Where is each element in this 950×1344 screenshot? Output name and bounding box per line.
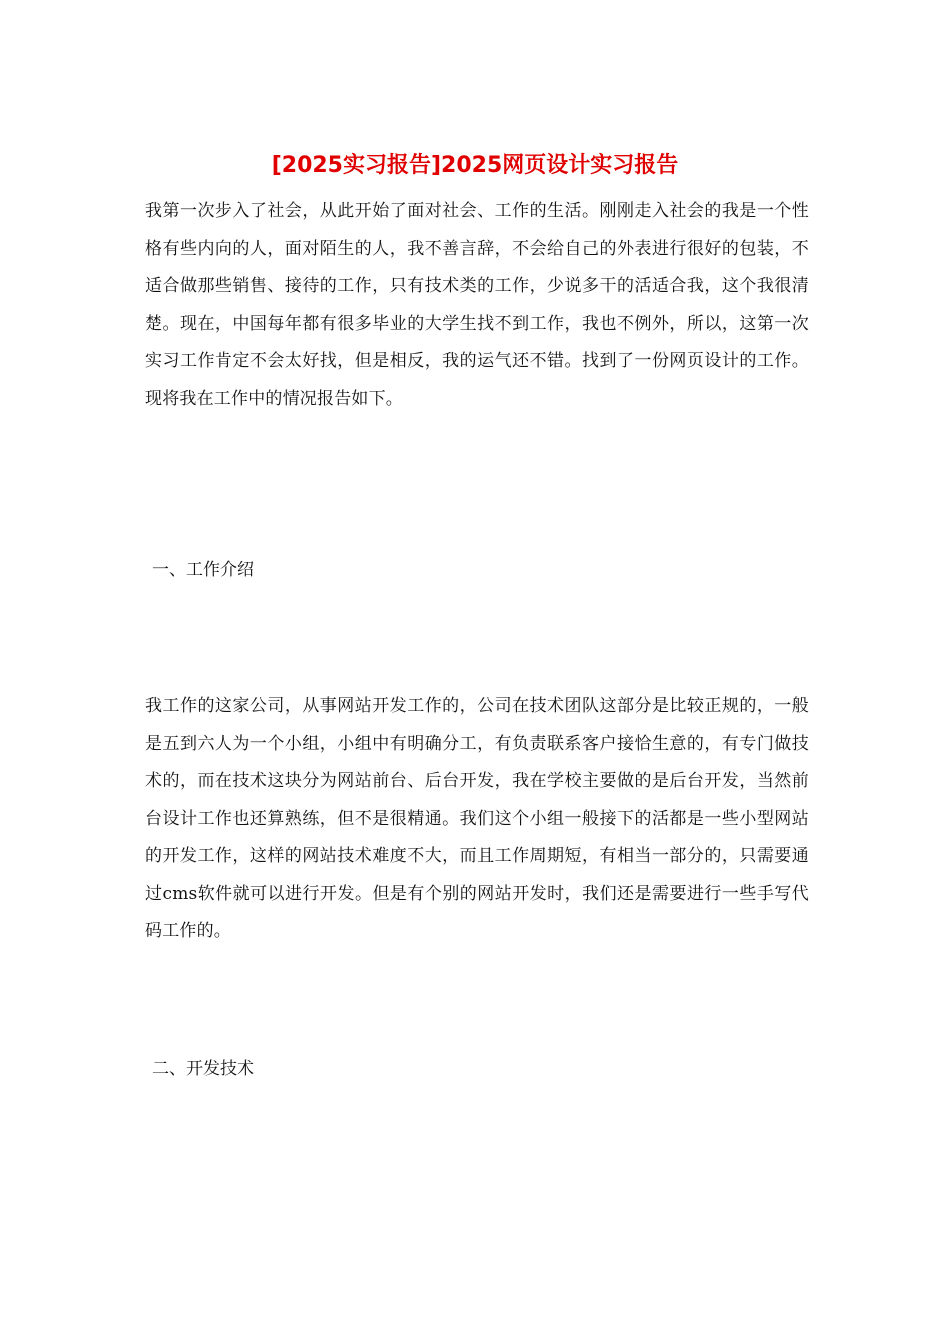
work-intro-paragraph: 我工作的这家公司，从事网站开发工作的，公司在技术团队这部分是比较正规的，一般是五到六人为一个小组，小组中有明确分工，有负责联系客户接恰生意的，有专门做技术的，而在技术这块分为网站前台、后台开发，我在学校主要做的是后台开发，当然前台设计工作也还算熟练，但不是很精通。我们这个小组一般接下的活都是一些小型网站的开发工作，这样的网站技术难度不大，而且工作周期短，有相当一部分的，只需要通过cms软件就可以进行开发。但是有个别的网站开发时，我们还是需要进行一些手写代码工作的。 xyxy=(145,696,809,941)
section-heading-dev-tech: 二、开发技术 xyxy=(152,1059,254,1079)
document-title: [2025实习报告]2025网页设计实习报告 xyxy=(271,153,679,178)
section-heading-work-intro: 一、工作介绍 xyxy=(152,560,254,580)
intro-paragraph: 我第一次步入了社会，从此开始了面对社会、工作的生活。刚刚走入社会的我是一个性格有些内向的人，面对陌生的人，我不善言辞，不会给自己的外表进行很好的包装，不适合做那些销售、接待的工作，只有技术类的工作，少说多干的活适合我，这个我很清楚。现在，中国每年都有很多毕业的大学生找不到工作，我也不例外，所以，这第一次实习工作肯定不会太好找，但是相反，我的运气还不错。找到了一份网页设计的工作。现将我在工作中的情况报告如下。 xyxy=(145,201,809,409)
